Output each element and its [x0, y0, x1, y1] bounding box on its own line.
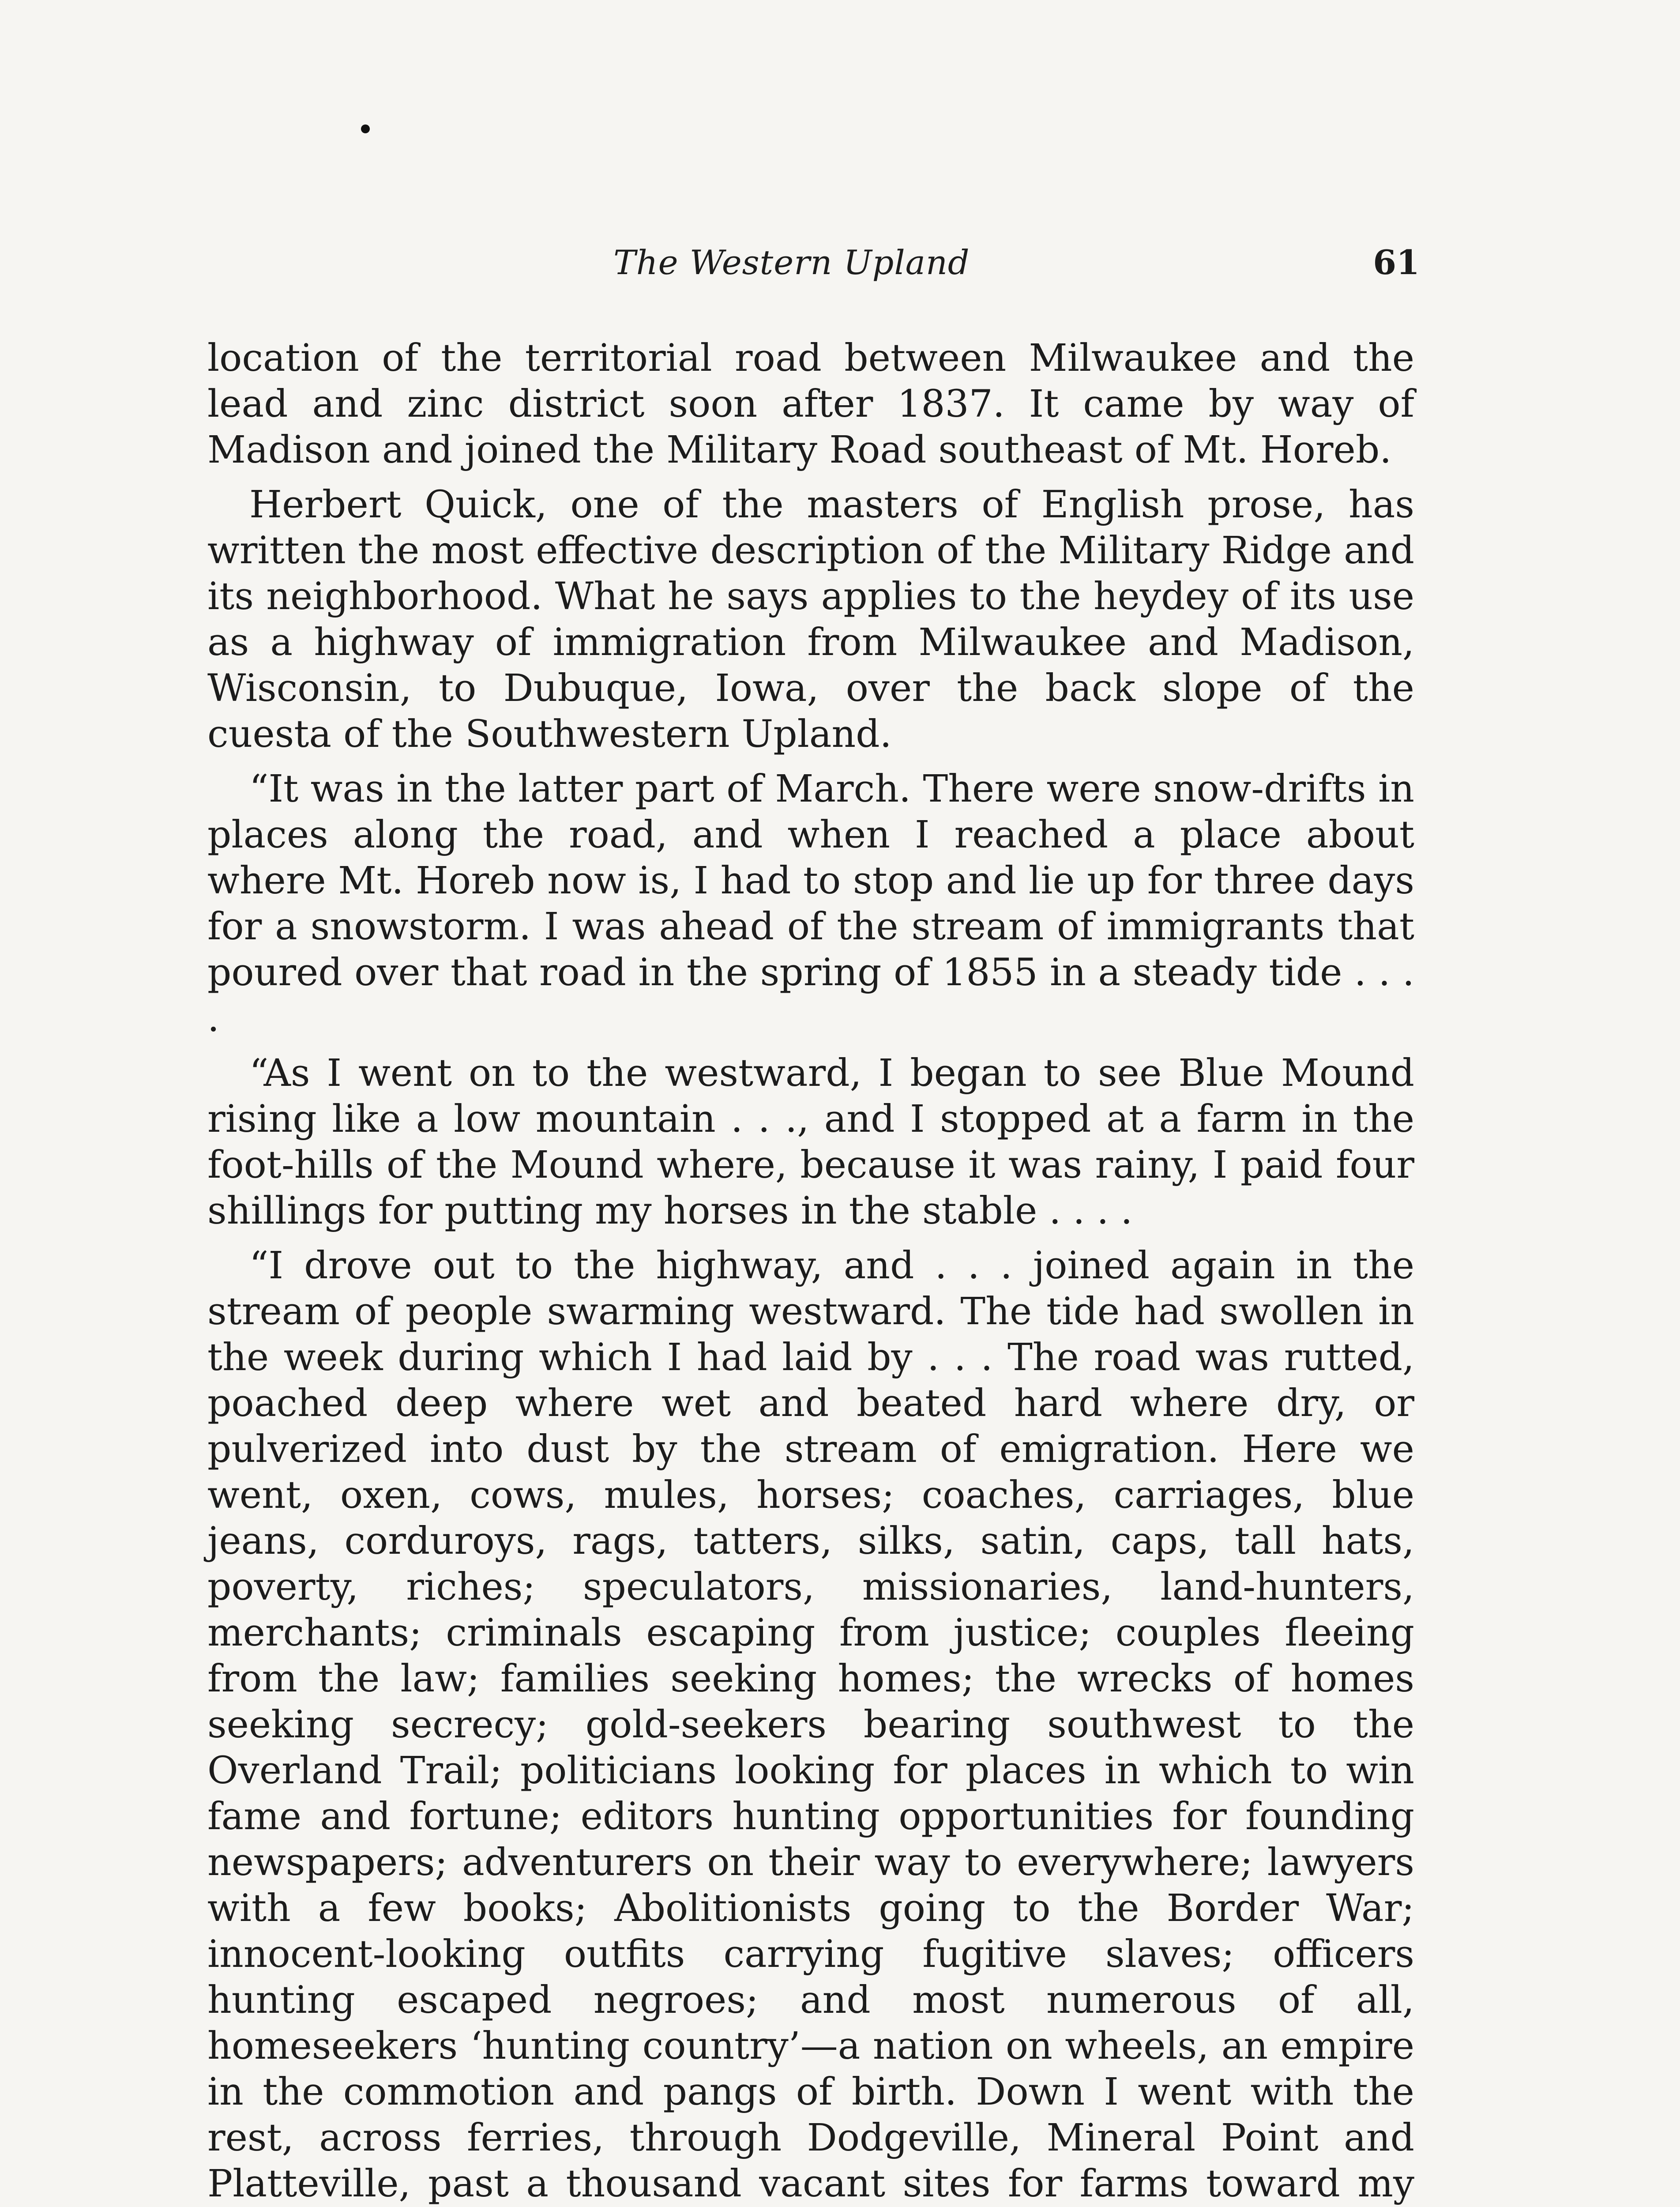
body-text	[207, 335, 1414, 2207]
page-header	[613, 241, 1420, 298]
paragraph-herbert-quick: Herbert Quick, one of the masters of English prose, has written the most effective description of the Military Ridge and its neighborhood. What he says applies to the heydey of its use as a highway of immigration from Milwaukee and Madison, Wisconsin, to Dubuque, Iowa, over the back slope of the cuesta of the Southwestern Upland.	[207, 483, 1414, 756]
ink-speck	[361, 124, 370, 133]
paragraph-quote-blue-mound: “As I went on to the westward, I began to see Blue Mound rising like a low mountain . . ., and I stopped at a farm in the foot-hills of the Mound where, because it was rainy, I paid four shillings for putting my horses in the stable . . . .	[207, 1051, 1414, 1233]
paragraph-continuation: location of the territorial road between Milwaukee and the lead and zinc district soon after 1837. It came by way of Madison and joined the Military Road southeast of Mt. Horeb.	[207, 336, 1414, 472]
page-number: 61	[1373, 243, 1420, 282]
paragraph-quote-march: “It was in the latter part of March. There were snow-drifts in places along the road, and when I reached a place about where Mt. Horeb now is, I had to stop and lie up for three days for a snowstorm. I was ahead of the stream of immigrants that poured over that road in the spring of 1855 in a steady tide . . . .	[207, 767, 1414, 1040]
running-title: The Western Upland	[613, 243, 970, 282]
paragraph-quote-highway: “I drove out to the highway, and . . . joined again in the stream of people swarming westward. The tide had swollen in the week during which I had laid by . . . The road was rutted, poached deep where wet and beated hard where dry, or pulverized into dust by the stream of emigration. Here we went, oxen, cows, mules, horses; coaches, carriages, blue jeans, corduroys, rags, tatters, silks, satin, caps, tall hats, poverty, riches; speculators, missionaries, land-hunters, merchants; criminals escaping from justice; couples fleeing from the law; families seeking homes; the wrecks of homes seeking secrecy; gold-seekers bearing southwest to the Overland Trail; politicians looking for places in which to win fame and fortune; editors hunting opportunities for founding newspapers; adventurers on their way to everywhere; lawyers with a few books; Abolitionists going to the Border War; innocent-looking outfits carrying fugitive slaves; officers hunting escaped negroes; and most numerous of all, homeseekers ‘hunting country’—a nation on wheels, an empire in the commotion and pangs of birth. Down I went with the rest, across ferries, through Dodgeville, Mineral Point and Platteville, past a thousand vacant sites for farms toward my	[207, 1244, 1414, 2206]
